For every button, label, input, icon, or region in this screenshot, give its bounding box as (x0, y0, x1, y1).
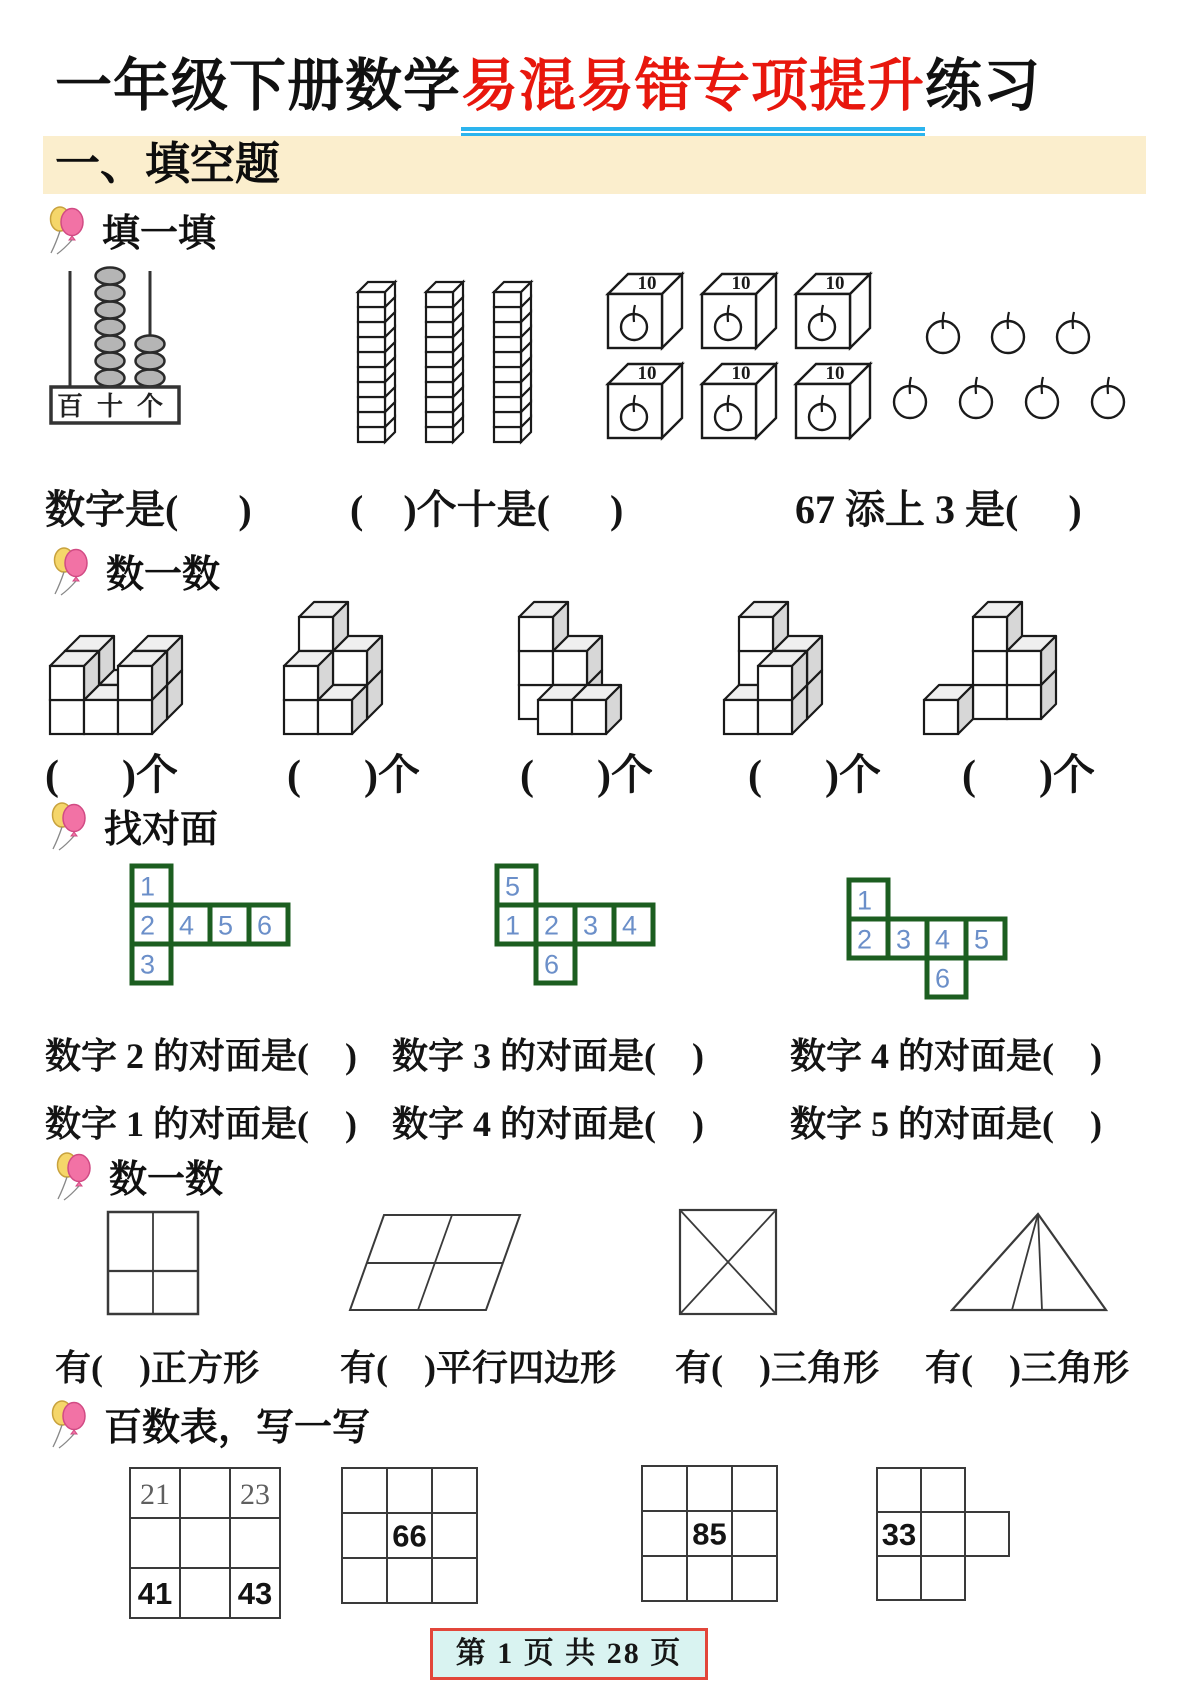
svg-text:6: 6 (256, 910, 273, 941)
svg-text:10: 10 (825, 273, 845, 294)
cube-answer-4: ( )个 (748, 753, 881, 799)
page-indicator: 第 1 页 共 28 页 (430, 1628, 708, 1680)
cube-structure-3 (492, 588, 672, 746)
task-opposite-faces-label: 找对面 (104, 809, 219, 851)
svg-text:十: 十 (96, 392, 124, 421)
task-opposite-faces (50, 798, 218, 853)
svg-text:33: 33 (881, 1517, 917, 1552)
task-hundred-chart (50, 1396, 370, 1451)
shape-answer-4: 有( )三角形 (925, 1348, 1129, 1388)
svg-text:21: 21 (140, 1478, 170, 1511)
svg-text:10: 10 (731, 273, 751, 294)
svg-text:百: 百 (56, 392, 84, 421)
balloons-icon (50, 1397, 88, 1451)
svg-text:4: 4 (934, 924, 951, 955)
task-fill (48, 202, 216, 257)
svg-text:10: 10 (637, 363, 657, 384)
opposite-q6: 数字 5 的对面是( ) (790, 1104, 1102, 1144)
task-count-shapes-label: 数一数 (109, 1159, 224, 1201)
shape-answer-3: 有( )三角形 (675, 1348, 879, 1388)
opposite-q4: 数字 1 的对面是( ) (45, 1104, 357, 1144)
task-count-cubes-label: 数一数 (106, 554, 221, 596)
svg-text:23: 23 (240, 1478, 270, 1511)
svg-text:2: 2 (139, 910, 156, 941)
task-hundred-chart-label: 百数表，写一写 (104, 1407, 371, 1449)
svg-text:6: 6 (543, 949, 560, 980)
opposite-q1: 数字 2 的对面是( ) (45, 1036, 357, 1076)
hundred-chart-grid-3 (640, 1464, 783, 1607)
svg-text:10: 10 (637, 273, 657, 294)
svg-text:5: 5 (973, 924, 990, 955)
cube-net-2 (493, 862, 663, 990)
opposite-q5: 数字 4 的对面是( ) (392, 1104, 704, 1144)
svg-text:5: 5 (217, 910, 234, 941)
title-highlight: 易混易错专项提升 (461, 40, 925, 131)
svg-text:10: 10 (825, 363, 845, 384)
svg-text:2: 2 (856, 924, 873, 955)
cube-answer-1: ( )个 (45, 753, 178, 799)
cube-net-1 (128, 862, 298, 990)
apples-figure (888, 295, 1138, 440)
section-band (43, 136, 1146, 194)
svg-text:3: 3 (139, 949, 156, 980)
hundred-chart-grid-1 (128, 1466, 286, 1624)
shape-answer-1: 有( )正方形 (55, 1348, 259, 1388)
shape-rectangle-diagonals (676, 1206, 781, 1318)
balloons-icon (55, 1149, 93, 1203)
svg-text:6: 6 (934, 963, 951, 994)
cube-answer-2: ( )个 (287, 753, 420, 799)
cube-net-3 (845, 876, 1015, 1004)
fill-answer-1: 数字是( ) (45, 487, 252, 532)
hundred-chart-grid-4 (875, 1466, 1015, 1606)
svg-text:4: 4 (621, 910, 638, 941)
section-header: 一、填空题 (55, 139, 281, 189)
svg-text:3: 3 (582, 910, 599, 941)
cube-structure-2 (272, 588, 452, 746)
svg-text:4: 4 (178, 910, 195, 941)
fill-answer-3: 67 添上 3 是( ) (795, 487, 1082, 532)
opposite-q3: 数字 4 的对面是( ) (790, 1036, 1102, 1076)
cube-structure-1 (38, 588, 218, 746)
svg-text:85: 85 (692, 1516, 727, 1552)
page-title (55, 40, 1041, 131)
opposite-q2: 数字 3 的对面是( ) (392, 1036, 704, 1076)
task-count-shapes (55, 1148, 223, 1203)
shape-parallelogram-divided (348, 1212, 528, 1314)
svg-text:3: 3 (895, 924, 912, 955)
title-prefix: 一年级下册数学 (55, 55, 461, 118)
shape-square-divided (104, 1208, 204, 1320)
svg-text:1: 1 (139, 871, 156, 902)
balloons-icon (48, 203, 86, 257)
cube-answer-5: ( )个 (962, 753, 1095, 799)
shape-answer-2: 有( )平行四边形 (340, 1348, 616, 1388)
svg-text:1: 1 (856, 885, 873, 916)
cube-structure-5 (912, 588, 1092, 746)
svg-text:2: 2 (543, 910, 560, 941)
svg-text:1: 1 (504, 910, 521, 941)
hundred-chart-grid-2 (340, 1466, 483, 1609)
svg-text:5: 5 (504, 871, 521, 902)
ten-boxes-figure (600, 268, 900, 448)
base-ten-towers-figure (348, 262, 553, 448)
svg-text:66: 66 (392, 1518, 427, 1554)
cube-answer-3: ( )个 (520, 753, 653, 799)
svg-text:41: 41 (137, 1576, 173, 1611)
balloons-icon (50, 799, 88, 853)
shape-triangle-divided (950, 1210, 1112, 1316)
task-fill-label: 填一填 (102, 213, 217, 255)
svg-text:10: 10 (731, 363, 751, 384)
svg-text:43: 43 (237, 1576, 273, 1611)
cube-structure-4 (712, 588, 892, 746)
title-suffix: 练习 (925, 55, 1041, 118)
svg-text:个: 个 (136, 392, 164, 421)
fill-answer-2: ( )个十是( ) (350, 487, 624, 532)
abacus-figure (48, 263, 183, 441)
